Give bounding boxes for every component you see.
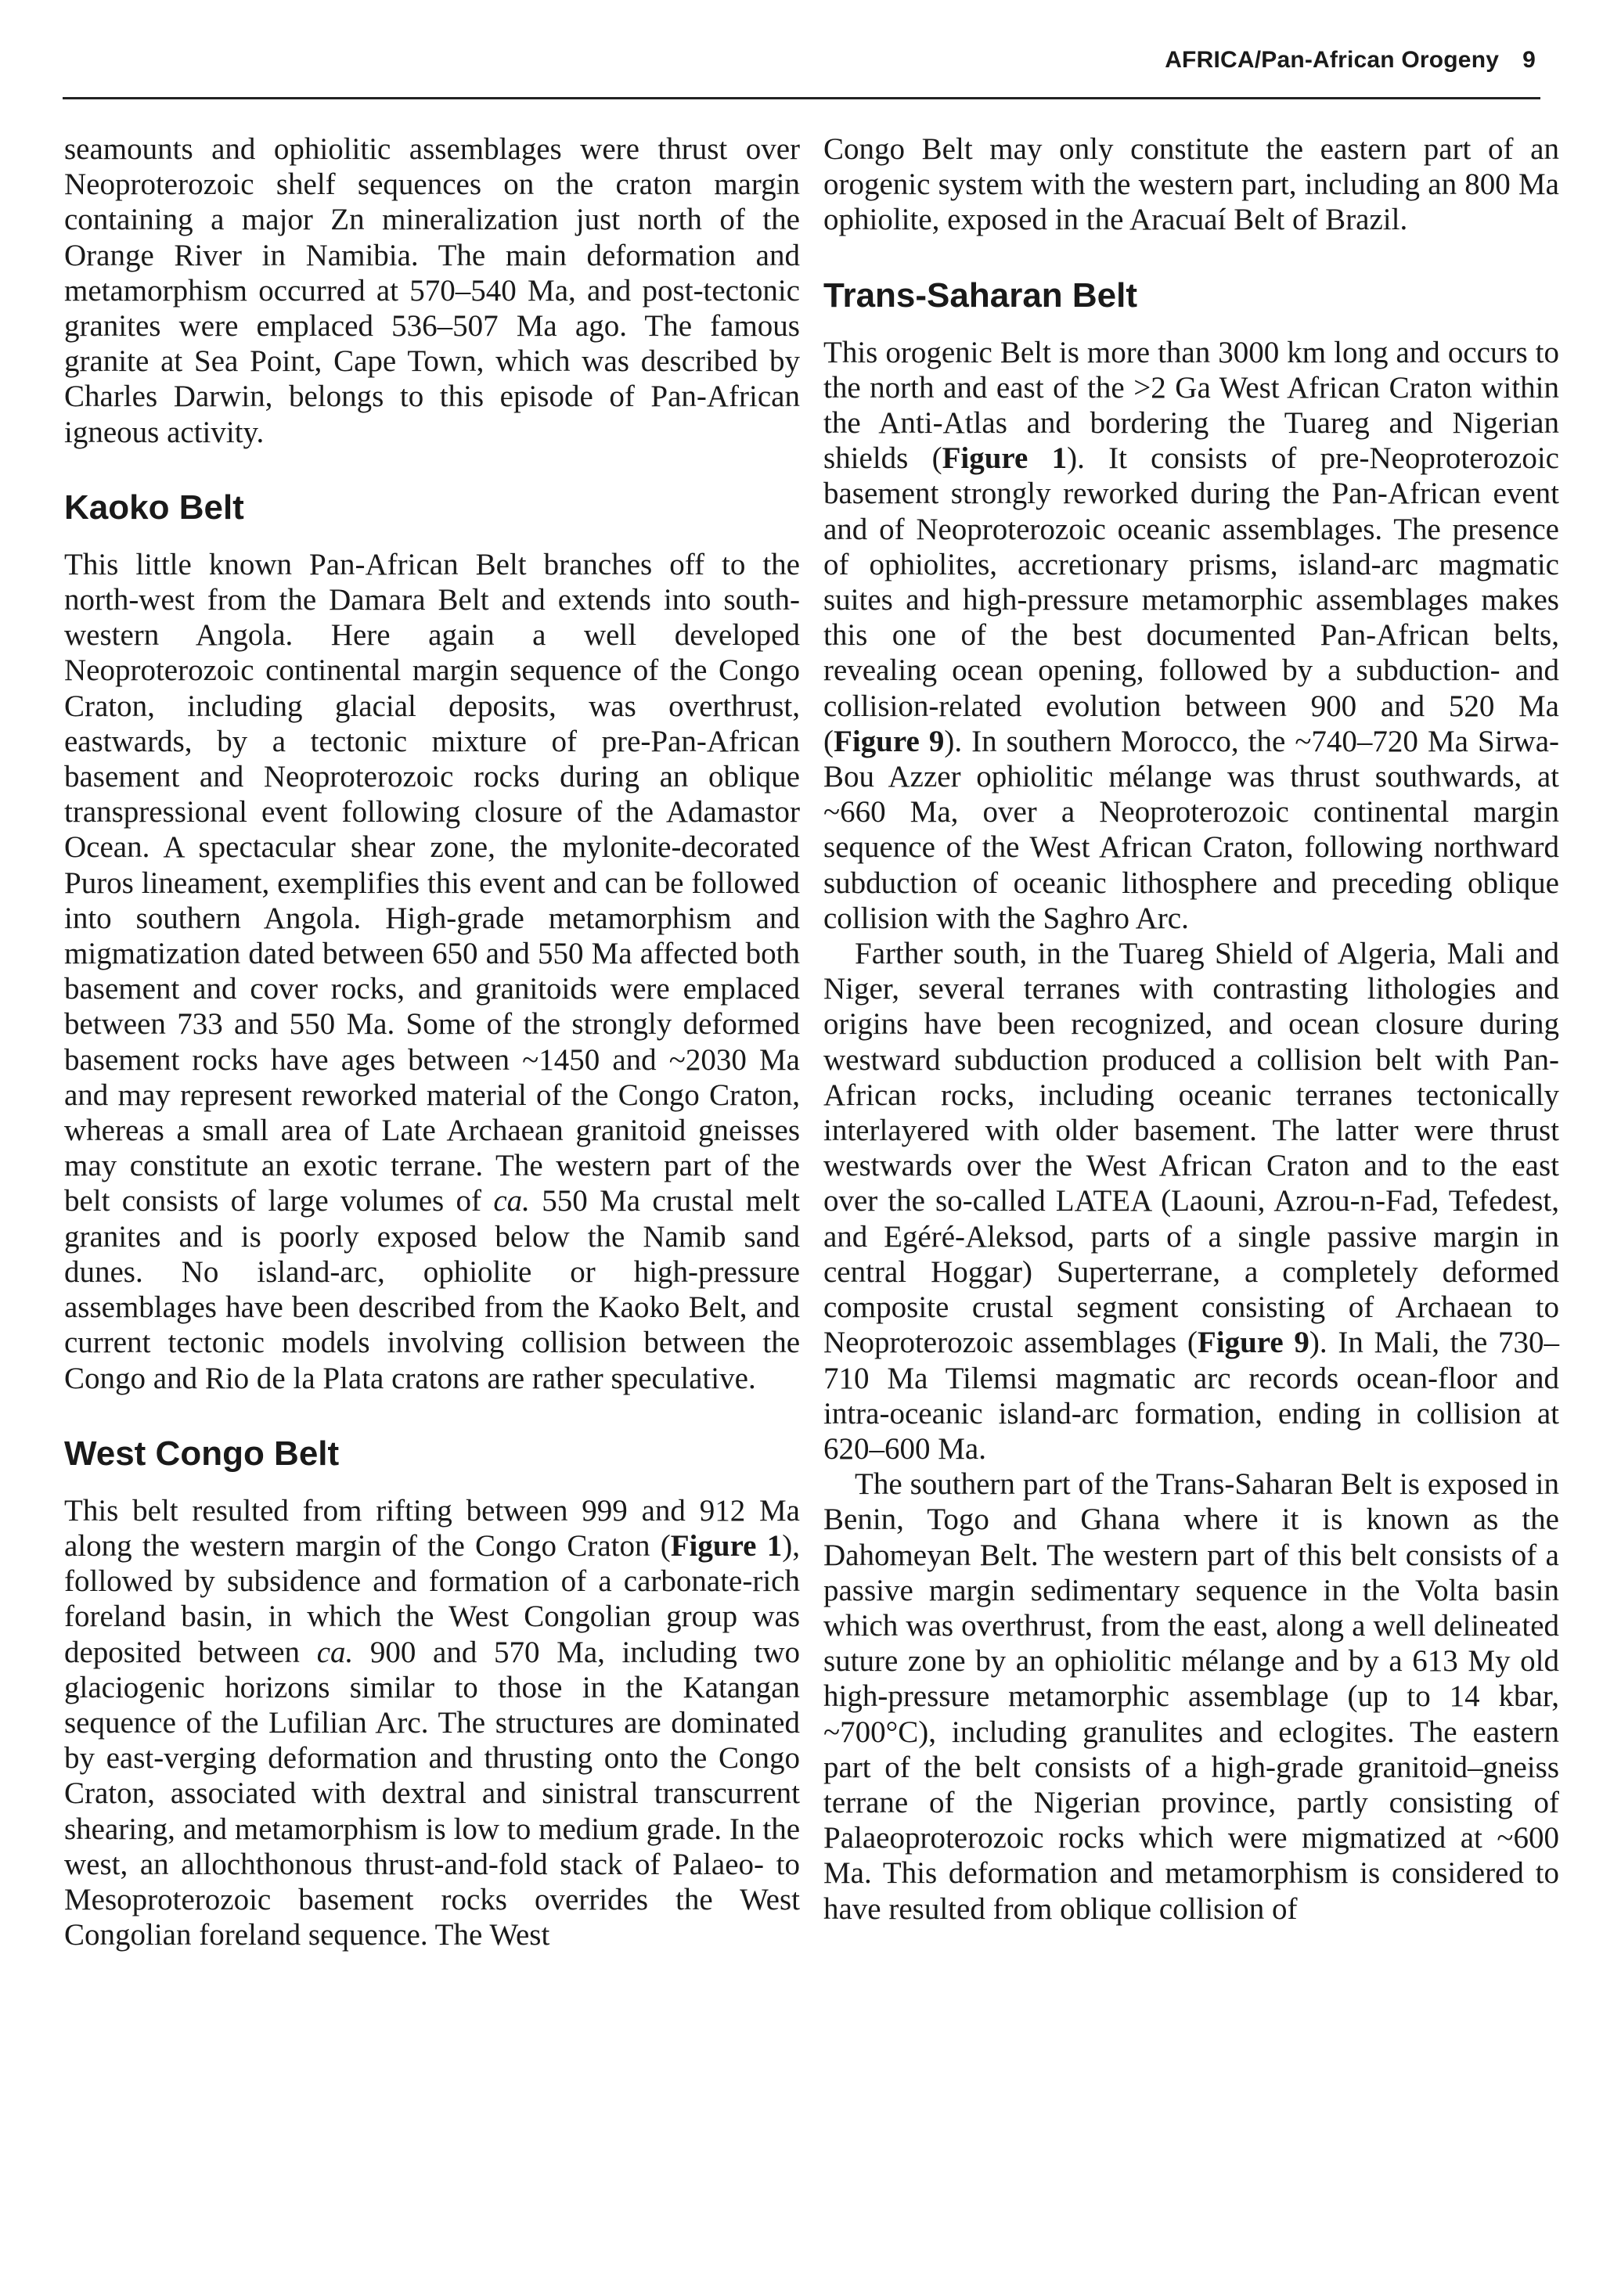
running-head	[1165, 47, 1536, 74]
ts2-text-a: Farther south, in the Tuareg Shield of Algeria, Mali and Niger, several terranes with contrasting lithologies and origins have been recognized, and ocean closure during westward subduction produced a collision belt with Pan-African rocks, including oceanic terranes tectonically interlayered with older basement. The latter were thrust westwards over the West African Craton and to the east over the so-called LATEA (Laouni, Azrou-n-Fad, Tefedest, and Egéré-Aleksod, parts of a single passive margin in central Hoggar) Superterrane, a completely deformed composite crustal segment consisting of Archaean to Neoproterozoic assemblages (	[823, 937, 1559, 1360]
kaoko-belt-paragraph	[64, 547, 800, 1396]
figure-1-reference: Figure 1	[670, 1528, 783, 1563]
kaoko-text-end: 550 Ma crustal melt granites and is poorly exposed below the Namib sand dunes. No island-arc, ophiolite or high-pressure assemblages have been described from the Kaoko Belt, and current tectonic models involving collision between the Congo and Rio de la Plata cratons are rather speculative.	[64, 1184, 800, 1395]
ts2-text-b: ). In Mali, the 730–710 Ma Tilemsi magmatic arc records ocean-floor and intra-oceanic island-arc formation, ending in collision at 620–600 Ma.	[823, 1326, 1560, 1466]
figure-1-reference: Figure 1	[942, 441, 1068, 476]
kaoko-belt-heading: Kaoko Belt	[64, 488, 244, 527]
trans-saharan-paragraph-2	[823, 936, 1559, 1466]
running-title: AFRICA/Pan-African Orogeny	[1165, 47, 1500, 73]
wc-ca: ca.	[316, 1635, 354, 1669]
kaoko-ca: ca.	[493, 1184, 530, 1218]
wc-text-b: ), followed by subsidence and formation of a carbonate-rich foreland basin, in which the West Congolian group was deposited between	[64, 1528, 800, 1669]
intro-paragraph: seamounts and ophiolitic assemblages were thrust over Neoproterozoic shelf sequences on the craton margin containing a major Zn mineralization just north of the Orange River in Namibia. The main deformation and metamorphism occurred at 570–540 Ma, and post-tectonic granites were emplaced 536–507 Ma ago. The famous granite at Sea Point, Cape Town, which was described by Charles Darwin, belongs to this episode of Pan-African igneous activity.	[64, 132, 800, 449]
ts1-text-b: ). It consists of pre-Neoproterozoic basement strongly reworked during the Pan-African event and of Neoproterozoic oceanic assemblages. The presence of ophiolites, accretionary prisms, island-arc magmatic suites and high-pressure metamorphic assemblages makes this one of the best documented Pan-African belts, revealing ocean opening, followed by a subduction- and collision-related evolution between 900 and 520 Ma (	[823, 441, 1559, 758]
ts1-text-a: This orogenic Belt is more than 3000 km long and occurs to the north and east of the >2 Ga West African Craton within the Anti-Atlas and bordering the Tuareg and Nigerian shields (	[823, 335, 1559, 476]
trans-saharan-paragraph-3: The southern part of the Trans-Saharan Belt is exposed in Benin, Togo and Ghana where it is known as the Dahomeyan Belt. The western part of this belt consists of a passive margin sedimentary sequence in the Volta basin which was overthrust, from the east, along a well delineated suture zone by an ophiolitic mélange and by a 613 My old high-pressure metamorphic assemblage (up to 14 kbar, ~700°C), including granulites and eclogites. The eastern part of the belt consists of a high-grade granitoid–gneiss terrane of the Nigerian province, partly consisting of Palaeoproterozoic rocks which were migmatized at ~600 Ma. This deformation and metamorphism is considered to have resulted from oblique collision of	[823, 1467, 1559, 1926]
wc-text-c: 900 and 570 Ma, including two glaciogenic horizons similar to those in the Katangan sequence of the Lufilian Arc. The structures are dominated by east-verging deformation and thrusting onto the Congo Craton, associated with dextral and sinistral transcurrent shearing, and metamorphism is low to medium grade. In the west, an allochthonous thrust-and-fold stack of Palaeo- to Mesoproterozoic basement rocks overrides the West Congolian foreland sequence. The West	[64, 1635, 800, 1952]
continued-paragraph: Congo Belt may only constitute the eastern part of an orogenic system with the western part, including an 800 Ma ophiolite, exposed in the Aracuaí Belt of Brazil.	[823, 132, 1559, 237]
west-congo-belt-paragraph	[64, 1493, 800, 1953]
ts1-text-c: ). In southern Morocco, the ~740–720 Ma Sirwa-Bou Azzer ophiolitic mélange was thrust southwards, at ~660 Ma, over a Neoproterozoic continental margin sequence of the West African Craton, following northward subduction of oceanic lithosphere and preceding oblique collision with the Saghro Arc.	[823, 724, 1560, 935]
header-rule	[63, 97, 1540, 99]
kaoko-text: This little known Pan-African Belt branches off to the north-west from the Damara Belt and extends into south-western Angola. Here again a well developed Neoproterozoic continental margin sequence of the Congo Craton, including glacial deposits, was overthrust, eastwards, by a tectonic mixture of pre-Pan-African basement and Neoproterozoic rocks during an oblique transpressional event following closure of the Adamastor Ocean. A spectacular shear zone, the mylonite-decorated Puros lineament, exemplifies this event and can be followed into southern Angola. High-grade metamorphism and migmatization dated between 650 and 550 Ma affected both basement and cover rocks, and granitoids were emplaced between 733 and 550 Ma. Some of the strongly deformed basement rocks have ages between ~1450 and ~2030 Ma and may represent reworked material of the Congo Craton, whereas a small area of Late Archaean granitoid gneisses may constitute an exotic terrane. The western part of the belt consists of large volumes of	[64, 547, 800, 1218]
figure-9-reference: Figure 9	[1197, 1326, 1309, 1360]
wc-text-a: This belt resulted from rifting between 999 and 912 Ma along the western margin of the Congo Craton (	[64, 1493, 800, 1563]
right-column	[823, 131, 1559, 1927]
figure-9-reference: Figure 9	[834, 724, 945, 758]
page-number: 9	[1522, 47, 1536, 73]
west-congo-belt-heading: West Congo Belt	[64, 1434, 340, 1473]
trans-saharan-belt-heading: Trans-Saharan Belt	[823, 275, 1138, 315]
trans-saharan-paragraph-1	[823, 335, 1559, 936]
left-column	[64, 131, 800, 1952]
